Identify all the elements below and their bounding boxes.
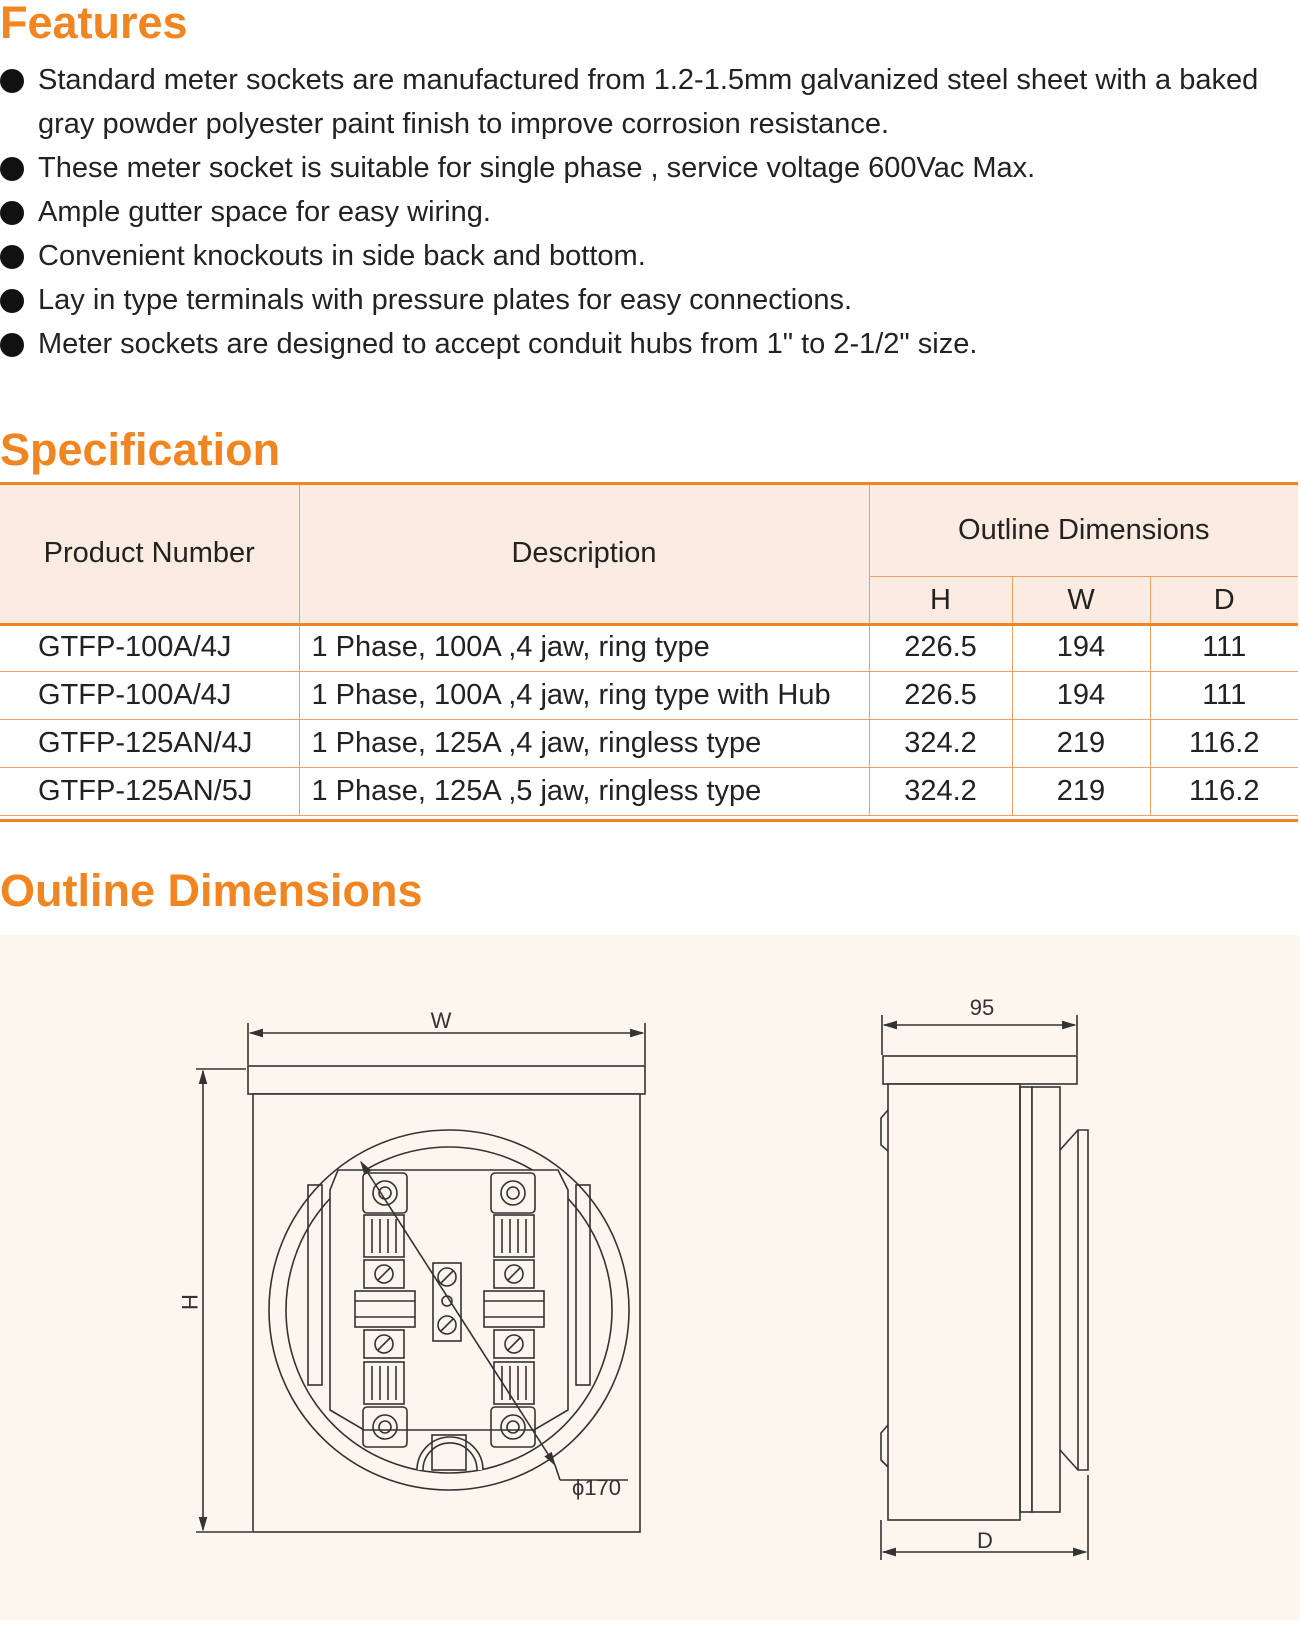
cell-description: 1 Phase, 125A ,4 jaw, ringless type [299,720,869,768]
bullet-icon [0,289,24,313]
features-title: Features [0,0,188,48]
feature-item: Convenient knockouts in side back and bottom. [0,234,1295,278]
cell-w: 194 [1012,624,1150,672]
cell-description: 1 Phase, 100A ,4 jaw, ring type [299,624,869,672]
table-bottom-rule [0,819,1298,822]
outline-drawing [0,935,1300,1620]
cell-w: 194 [1012,672,1150,720]
feature-item: Standard meter sockets are manufactured from 1.2-1.5mm galvanized steel sheet with a baked gray powder polyester paint finish to improve corrosion resistance. [0,58,1295,146]
cell-product: GTFP-100A/4J [0,672,299,720]
specification-table [0,484,1298,816]
header-w: W [1012,577,1150,624]
feature-item: These meter socket is suitable for single phase , service voltage 600Vac Max. [0,146,1295,190]
table-row [0,720,1298,768]
cell-product: GTFP-125AN/5J [0,768,299,816]
feature-item: Meter sockets are designed to accept conduit hubs from 1" to 2-1/2" size. [0,322,1295,366]
table-header-rule [0,623,1298,626]
outline-dimensions-title: Outline Dimensions [0,865,423,916]
cell-h: 226.5 [869,624,1012,672]
label-d: D [977,1528,993,1553]
label-w: W [430,1008,452,1033]
cell-w: 219 [1012,720,1150,768]
table-row [0,672,1298,720]
cell-d: 111 [1150,672,1298,720]
feature-item: Lay in type terminals with pressure plates for easy connections. [0,278,1295,322]
cell-d: 116.2 [1150,768,1298,816]
side-view [881,1015,1088,1560]
front-view [196,1023,645,1532]
bullet-icon [0,69,24,93]
cell-h: 226.5 [869,672,1012,720]
bullet-icon [0,333,24,357]
bullet-icon [0,201,24,225]
cell-w: 219 [1012,768,1150,816]
cell-description: 1 Phase, 100A ,4 jaw, ring type with Hub [299,672,869,720]
cell-description: 1 Phase, 125A ,5 jaw, ringless type [299,768,869,816]
cell-h: 324.2 [869,768,1012,816]
bullet-icon [0,245,24,269]
label-h: H [177,1294,202,1310]
cell-d: 116.2 [1150,720,1298,768]
header-description: Description [299,484,869,624]
feature-item: Ample gutter space for easy wiring. [0,190,1295,234]
bullet-icon [0,157,24,181]
cell-product: GTFP-100A/4J [0,624,299,672]
label-depth-95: 95 [969,995,995,1020]
cell-d: 111 [1150,624,1298,672]
header-outline-dimensions: Outline Dimensions [869,484,1298,577]
table-row [0,624,1298,672]
cell-h: 324.2 [869,720,1012,768]
outline-drawing-svg [0,935,1300,1620]
specification-title: Specification [0,424,281,475]
header-d: D [1150,577,1298,624]
cell-product: GTFP-125AN/4J [0,720,299,768]
features-list [0,58,1295,366]
header-product-number: Product Number [0,484,299,624]
label-diameter: ϕ170 [572,1475,622,1500]
table-row [0,768,1298,816]
table-top-rule [0,482,1298,485]
header-h: H [869,577,1012,624]
